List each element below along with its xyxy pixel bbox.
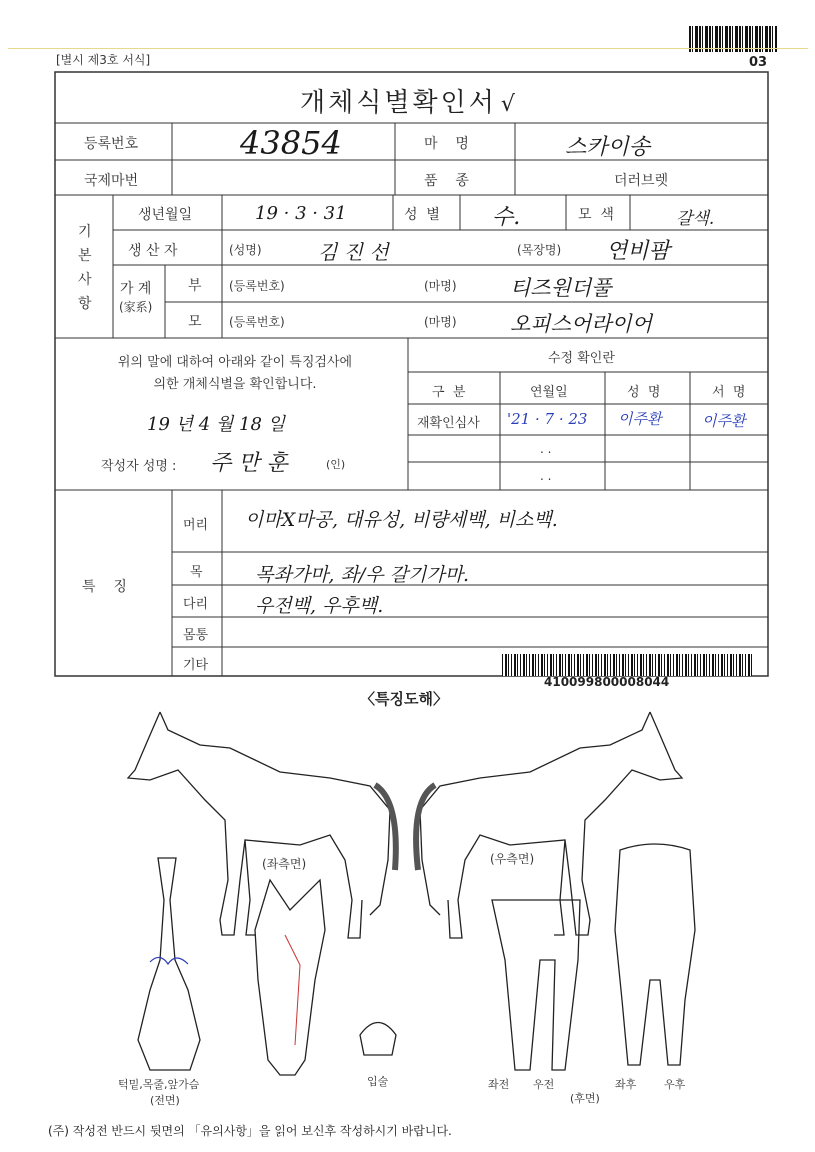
feature-neck-value: 목좌가마, 좌/우 갈기가마. (255, 564, 470, 586)
feature-head-label: 머리 (183, 518, 209, 533)
right-side-horse (420, 712, 682, 938)
front-neck-view (138, 858, 200, 1070)
confirm-date: 19 년 4 월 18 일 (147, 414, 286, 435)
breed-label: 품 종 (424, 173, 469, 189)
sire-name-value: 티즈원더풀 (510, 276, 612, 300)
farm-label: (목장명) (517, 243, 562, 257)
hind-left-label: 좌후 (615, 1078, 637, 1091)
writer-label: 작성자 성명 : (101, 459, 177, 474)
features-section-label: 특 징 (82, 579, 127, 595)
producer-name-label: (성명) (229, 243, 262, 257)
horse-name-value: 스카이송 (565, 135, 651, 160)
front-label: (전면) (150, 1094, 180, 1107)
page-title: 개체식별확인서 √ (300, 88, 518, 118)
feature-neck-label: 목 (190, 565, 203, 580)
dam-name-label: (마명) (424, 315, 457, 329)
front-neck-label: 턱밑,목줄,앞가슴 (118, 1078, 200, 1091)
muzzle-label: 입술 (367, 1075, 389, 1088)
coat-color-label: 모 색 (578, 207, 614, 223)
producer-label: 생 산 자 (128, 243, 178, 259)
horse-name-label: 마 명 (424, 136, 469, 152)
front-legs-view (492, 900, 580, 1070)
feature-leg-label: 다리 (183, 597, 209, 612)
front-right-label: 우전 (533, 1078, 555, 1091)
dam-label: 모 (188, 314, 202, 330)
feature-etc-label: 기타 (183, 658, 209, 673)
family-label: 가 계 (家系) (119, 281, 153, 314)
left-side-horse (128, 712, 390, 938)
writer-value: 주 만 훈 (210, 451, 288, 476)
feature-head-value: 이마X마공, 대유성, 비량세백, 비소백. (245, 509, 558, 531)
revision-header-date: 연월일 (530, 385, 568, 400)
page-number: 03 (749, 55, 768, 70)
dam-reg-label: (등록번호) (229, 315, 285, 329)
left-side-label: (좌측면) (262, 857, 307, 871)
revision-header-sign: 서 명 (712, 385, 746, 400)
barcode-number: 410099800008044 (544, 675, 670, 689)
sex-label: 성 별 (404, 207, 440, 223)
dam-name-value: 오피스어라이어 (510, 312, 653, 336)
reg-value: 43854 (240, 124, 342, 162)
form-label: [별시 제3호 서식] (56, 53, 151, 67)
sex-value: 수. (492, 205, 521, 230)
feature-body-label: 몸통 (183, 628, 209, 643)
revision-name: 이주환 (618, 410, 662, 428)
farm-value: 연비팜 (606, 239, 670, 264)
feature-leg-value: 우전백, 우후백. (255, 595, 384, 617)
birth-value: 19 · 3 · 31 (255, 203, 347, 224)
revision-row2-dots: . . (540, 442, 552, 456)
confirm-text: 위의 말에 대하여 아래와 같이 특징검사에 의한 개체식별을 확인합니다. (117, 355, 353, 392)
intl-label: 국제마번 (84, 173, 139, 189)
reg-label: 등록번호 (84, 136, 139, 152)
birth-label: 생년월일 (138, 207, 193, 223)
rear-label: (후면) (570, 1092, 600, 1105)
hind-view (615, 844, 695, 1065)
diagram-title: 〈특징도해〉 (360, 690, 448, 708)
muzzle-view (360, 1023, 396, 1056)
revision-row3-dots: . . (540, 469, 552, 483)
sire-reg-label: (등록번호) (229, 279, 285, 293)
revision-header-name: 성 명 (627, 385, 661, 400)
revision-sign: 이주환 (702, 412, 746, 430)
basic-section-label: 기 본 사 항 (78, 224, 92, 312)
head-front-view (255, 880, 325, 1075)
front-left-label: 좌전 (488, 1078, 510, 1091)
producer-name-value: 김 진 선 (318, 240, 389, 264)
right-side-label: (우측면) (490, 852, 535, 866)
revision-date: '21 · 7 · 23 (507, 410, 588, 428)
coat-color-value: 갈색. (676, 209, 715, 229)
revision-title: 수정 확인란 (548, 351, 615, 366)
hind-right-label: 우후 (664, 1078, 686, 1091)
seal-mark: (인) (326, 458, 346, 471)
sire-name-label: (마명) (424, 279, 457, 293)
revision-header-type: 구 분 (432, 385, 466, 400)
revision-type: 재확인심사 (417, 416, 480, 431)
footer-note: (주) 작성전 반드시 뒷면의 「유의사항」을 읽어 보신후 작성하시기 바랍니다. (48, 1124, 452, 1138)
breed-value: 더러브렛 (614, 173, 669, 189)
sire-label: 부 (188, 278, 202, 294)
